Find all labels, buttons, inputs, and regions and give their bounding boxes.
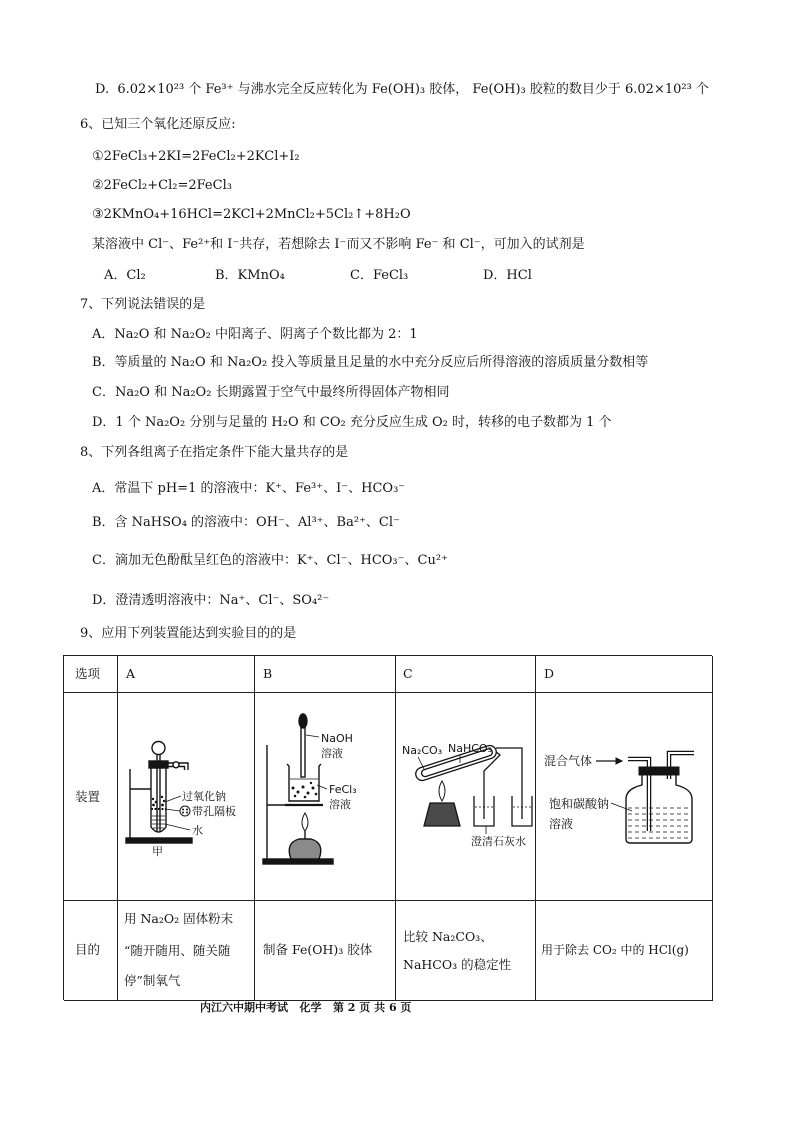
purpose-b-text: 制备 Fe(OH)₃ 胶体: [263, 942, 373, 957]
label-na2co3: Na₂CO₃: [402, 744, 443, 757]
row-label-cell-purpose: [64, 901, 118, 1001]
label-limewater: 澄清石灰水: [471, 835, 526, 848]
apparatus-cell-a: [118, 693, 255, 901]
q6-stem: 6、已知三个氧化还原反应:: [80, 117, 236, 132]
dropper-bulb-icon: [299, 714, 307, 728]
header-c-label: C: [403, 666, 413, 681]
label-mixed-gas: 混合气体: [544, 754, 593, 768]
q7-option-c: C．Na₂O 和 Na₂O₂ 长期露置于空气中最终所得固体产物相同: [92, 385, 450, 400]
delivery-tube-2-icon: [496, 748, 522, 819]
stopper-icon: [149, 761, 168, 768]
q7-option-a: A．Na₂O 和 Na₂O₂ 中阳离子、阴离子个数比都为 2：1: [92, 327, 418, 342]
q7-stem: 7、下列说法错误的是: [80, 297, 206, 312]
label-water: 水: [192, 824, 203, 837]
stand-base-icon: [126, 838, 192, 843]
apparatus-d-diagram: [536, 693, 712, 900]
q9-stem: 9、应用下列装置能达到实验目的的是: [80, 626, 297, 641]
apparatus-b-diagram: [255, 693, 395, 900]
header-b-label: B: [263, 666, 273, 681]
q6-option-c: C．FeCl₃: [350, 268, 409, 283]
q6-reaction-1: ①2FeCl₃+2KI=2FeCl₂+2KCl+I₂: [92, 149, 300, 164]
apparatus-table: [63, 655, 712, 1000]
q6-option-d: D．HCl: [483, 268, 532, 283]
q6-reaction-3: ③2KMnO₄+16HCl=2KCl+2MnCl₂+5Cl₂↑+8H₂O: [92, 207, 411, 222]
purpose-c-line-2: NaHCO₃ 的稳定性: [403, 957, 512, 972]
caption-jia: 甲: [152, 845, 163, 858]
label-perforated-plate: 带孔隔板: [192, 805, 236, 818]
q8-stem: 8、下列各组离子在指定条件下能大量共存的是: [80, 445, 349, 460]
q8-option-a: A．常温下 pH=1 的溶液中：K⁺、Fe³⁺、I⁻、HCO₃⁻: [92, 481, 406, 496]
apparatus-cell-c: [396, 693, 536, 901]
header-d-label: D: [544, 666, 555, 681]
label-naoh: NaOH: [321, 732, 353, 745]
alcohol-lamp-icon: [424, 803, 460, 826]
q6-reaction-2: ②2FeCl₂+Cl₂=2FeCl₃: [92, 178, 232, 193]
row-label-apparatus: 装置: [75, 789, 101, 804]
delivery-tube-1-icon: [484, 752, 500, 819]
apparatus-a-diagram: [118, 693, 254, 900]
header-a-label: A: [126, 666, 136, 681]
colloid-bubbles-icon: [292, 782, 318, 799]
label-saturated-sodium-carbonate: 饱和碳酸钠: [549, 797, 610, 811]
purpose-d-text: 用于除去 CO₂ 中的 HCl(g): [541, 943, 689, 957]
q6-question: 某溶液中 Cl⁻、Fe²⁺和 I⁻共存，若想除去 I⁻而又不影响 Fe⁻ 和 Cl⁻，可加入的试剂是: [92, 237, 585, 252]
purpose-a-line-2: “随开随用、随关随: [124, 943, 231, 958]
flame-icon: [302, 813, 308, 831]
bottle-stopper-icon: [639, 767, 679, 775]
purpose-a-line-3: 停”制氧气: [124, 973, 181, 988]
header-cell-b: [255, 656, 396, 693]
label-fecl3-solution: 溶液: [329, 798, 351, 811]
q6-option-b: B．KMnO₄: [215, 268, 285, 283]
apparatus-c-diagram: [396, 693, 535, 900]
apparatus-cell-d: [536, 693, 713, 901]
row-label-purpose: 目的: [75, 942, 101, 957]
row-label-cell-apparatus: [64, 693, 118, 901]
purpose-cell-b: [255, 901, 396, 1001]
purpose-cell-a: [118, 901, 255, 1001]
leader-line-icon: [611, 803, 632, 811]
label-nahco3: NaHCO₃: [448, 742, 492, 755]
header-option-label: 选项: [75, 666, 101, 681]
purpose-a-line-1: 用 Na₂O₂ 固体粉末: [124, 911, 234, 926]
q8-option-c: C．滴加无色酚酞呈红色的溶液中：K⁺、Cl⁻、HCO₃⁻、Cu²⁺: [92, 553, 448, 568]
q5-option-d: D. 6.02×10²³ 个 Fe³⁺ 与沸水完全反应转化为 Fe(OH)₃ 胶体， Fe(OH)₃ 胶粒的数目少于 6.02×10²³ 个: [95, 82, 709, 97]
q8-option-d: D．澄清透明溶液中：Na⁺、Cl⁻、SO₄²⁻: [92, 593, 330, 608]
flame-icon: [439, 781, 445, 801]
perforated-plate-symbol-icon: [180, 806, 190, 816]
stopcock-icon: [173, 762, 179, 768]
page-footer: 内江六中期中考试 化学 第 2 页 共 6 页: [200, 1001, 412, 1014]
q6-option-a: A．Cl₂: [104, 268, 146, 283]
alcohol-lamp-icon: [289, 839, 321, 859]
purpose-cell-d: [536, 901, 713, 1001]
arrowhead-icon: [616, 758, 622, 764]
label-solution: 溶液: [549, 817, 574, 831]
water-icon: [152, 816, 165, 828]
bottle-liquid-icon: [628, 808, 690, 838]
label-naoh-solution: 溶液: [321, 747, 343, 760]
label-sodium-peroxide: 过氧化钠: [182, 790, 226, 803]
apparatus-cell-b: [255, 693, 396, 901]
stand-base-icon: [263, 859, 333, 864]
header-cell-d: [536, 656, 713, 693]
q7-option-b: B．等质量的 Na₂O 和 Na₂O₂ 投入等质量且足量的水中充分反应后所得溶液的溶质质量分数相等: [92, 355, 649, 370]
funnel-bulb-icon: [152, 742, 165, 755]
header-cell-a: [118, 656, 255, 693]
purpose-c-line-1: 比较 Na₂CO₃、: [403, 929, 493, 944]
header-cell-option: [64, 656, 118, 693]
label-fecl3: FeCl₃: [329, 783, 357, 796]
header-cell-c: [396, 656, 536, 693]
q7-option-d: D．1 个 Na₂O₂ 分别与足量的 H₂O 和 CO₂ 充分反应生成 O₂ 时，转移的电子数都为 1 个: [92, 415, 612, 430]
q8-option-b: B．含 NaHSO₄ 的溶液中：OH⁻、Al³⁺、Ba²⁺、Cl⁻: [92, 515, 400, 530]
dropper-tube-icon: [301, 727, 305, 777]
sodium-peroxide-icon: [152, 796, 165, 807]
purpose-cell-c: [396, 901, 536, 1001]
